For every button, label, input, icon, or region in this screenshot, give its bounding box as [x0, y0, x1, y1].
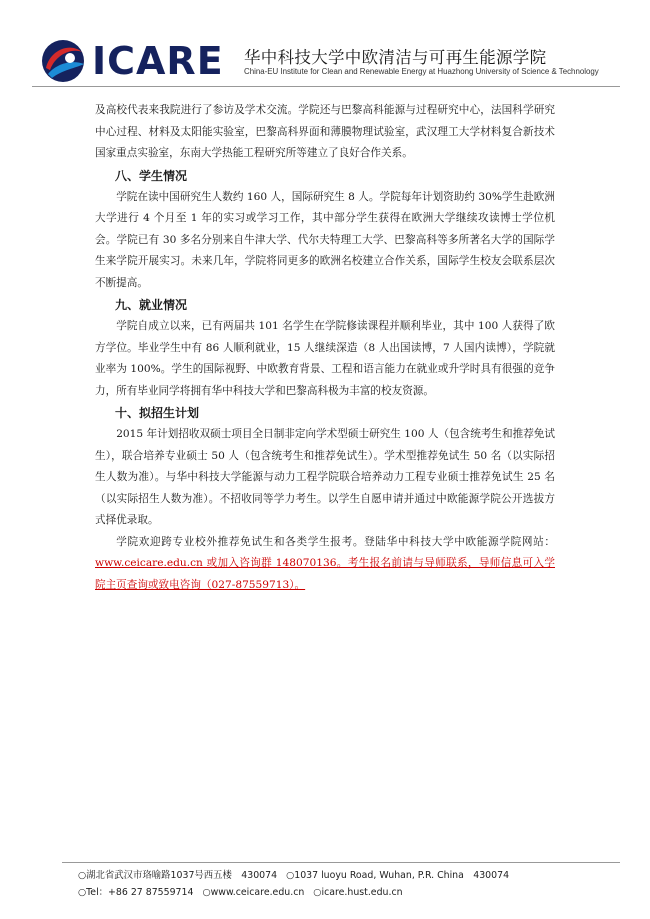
section-8-paragraph: 学院在读中国研究生人数约 160 人，国际研究生 8 人。学院每年计划资助约 30%学生赴欧洲大学进行 4 个月至 1 年的实习或学习工作，其中部分学生获得在欧洲大学继续攻读博士学位机会。学院已有 30 多名分别来自牛津大学、代尔夫特理工大学、巴黎高科等多所著名大学的国际学生来学院开展实习。未来几年，学院将同更多的欧洲名校建立合作关系，国际学生校友会联系层次不断提高。 — [95, 190, 555, 289]
institute-name-cn: 华中科技大学中欧清洁与可再生能源学院 — [244, 48, 547, 67]
footer-address-en: ○1037 luoyu Road, Wuhan, P.R. China 430074 — [286, 870, 510, 881]
section-8-heading: 八、学生情况 — [115, 168, 188, 183]
section-10-heading: 十、拟招生计划 — [115, 406, 200, 420]
footer-website[interactable]: ○www.ceicare.edu.cn — [202, 887, 305, 898]
footer-tel: ○Tel：+86 27 87559714 — [78, 887, 194, 898]
header-divider — [32, 86, 620, 87]
footer-divider — [62, 862, 620, 863]
footer-address-cn: ○湖北省武汉市珞喻路1037号西五楼 430074 — [78, 870, 278, 881]
logo-wordmark: ICARE — [92, 39, 224, 83]
contact-paragraph — [95, 532, 555, 597]
page-header — [0, 0, 650, 92]
section-9-heading: 九、就业情况 — [115, 298, 188, 312]
icare-logo-icon — [40, 38, 86, 84]
footer-email[interactable]: ○icare.hust.edu.cn — [313, 887, 403, 898]
institute-name-en: China-EU Institute for Clean and Renewable Energy at Huazhong University of Science & Technology — [244, 67, 599, 76]
page-footer — [78, 867, 515, 901]
website-contact-link[interactable]: www.ceicare.edu.cn 或加入咨询群 148070136。考生报名前请与导师联系，导师信息可入学院主页查询或致电咨询（027-87559713）。 — [95, 557, 555, 591]
intro-paragraph: 及高校代表来我院进行了参访及学术交流。学院还与巴黎高科能源与过程研究中心，法国科学研究中心过程、材料及太阳能实验室，巴黎高科界面和薄膜物理试验室，武汉理工大学材料复合新技术国家重点实验室，东南大学热能工程研究所等建立了良好合作关系。 — [95, 104, 555, 159]
section-10-paragraph: 2015 年计划招收双硕士项目全日制非定向学术型硕士研究生 100 人（包含统考生和推荐免试生），联合培养专业硕士 50 人（包含统考生和推荐免试生）。学术型推荐免试生 50 名（以实际招生人数为准）。与华中科技大学能源与动力工程学院联合培养动力工程专业硕士推荐免试生 25 名（以实际招生人数为准）。不招收同等学力考生。以学生自愿申请并通过中欧能源学院公开选拔方式择优录取。 — [95, 428, 555, 526]
document-body — [95, 100, 555, 596]
section-9-paragraph: 学院自成立以来，已有两届共 101 名学生在学院修读课程并顺利毕业，其中 100 人获得了欧方学位。毕业学生中有 86 人顺利就业，15 人继续深造（8 人出国读博，7 人国内读博），学院就业率为 100%。学生的国际视野、中欧教育背景、工程和语言能力在就业或升学时具有很强的竞争力，所有毕业同学将拥有华中科技大学和巴黎高科极为丰富的校友资源。 — [95, 320, 555, 397]
contact-text: 学院欢迎跨专业校外推荐免试生和各类学生报考。登陆华中科技大学中欧能源学院网站： — [116, 535, 555, 548]
